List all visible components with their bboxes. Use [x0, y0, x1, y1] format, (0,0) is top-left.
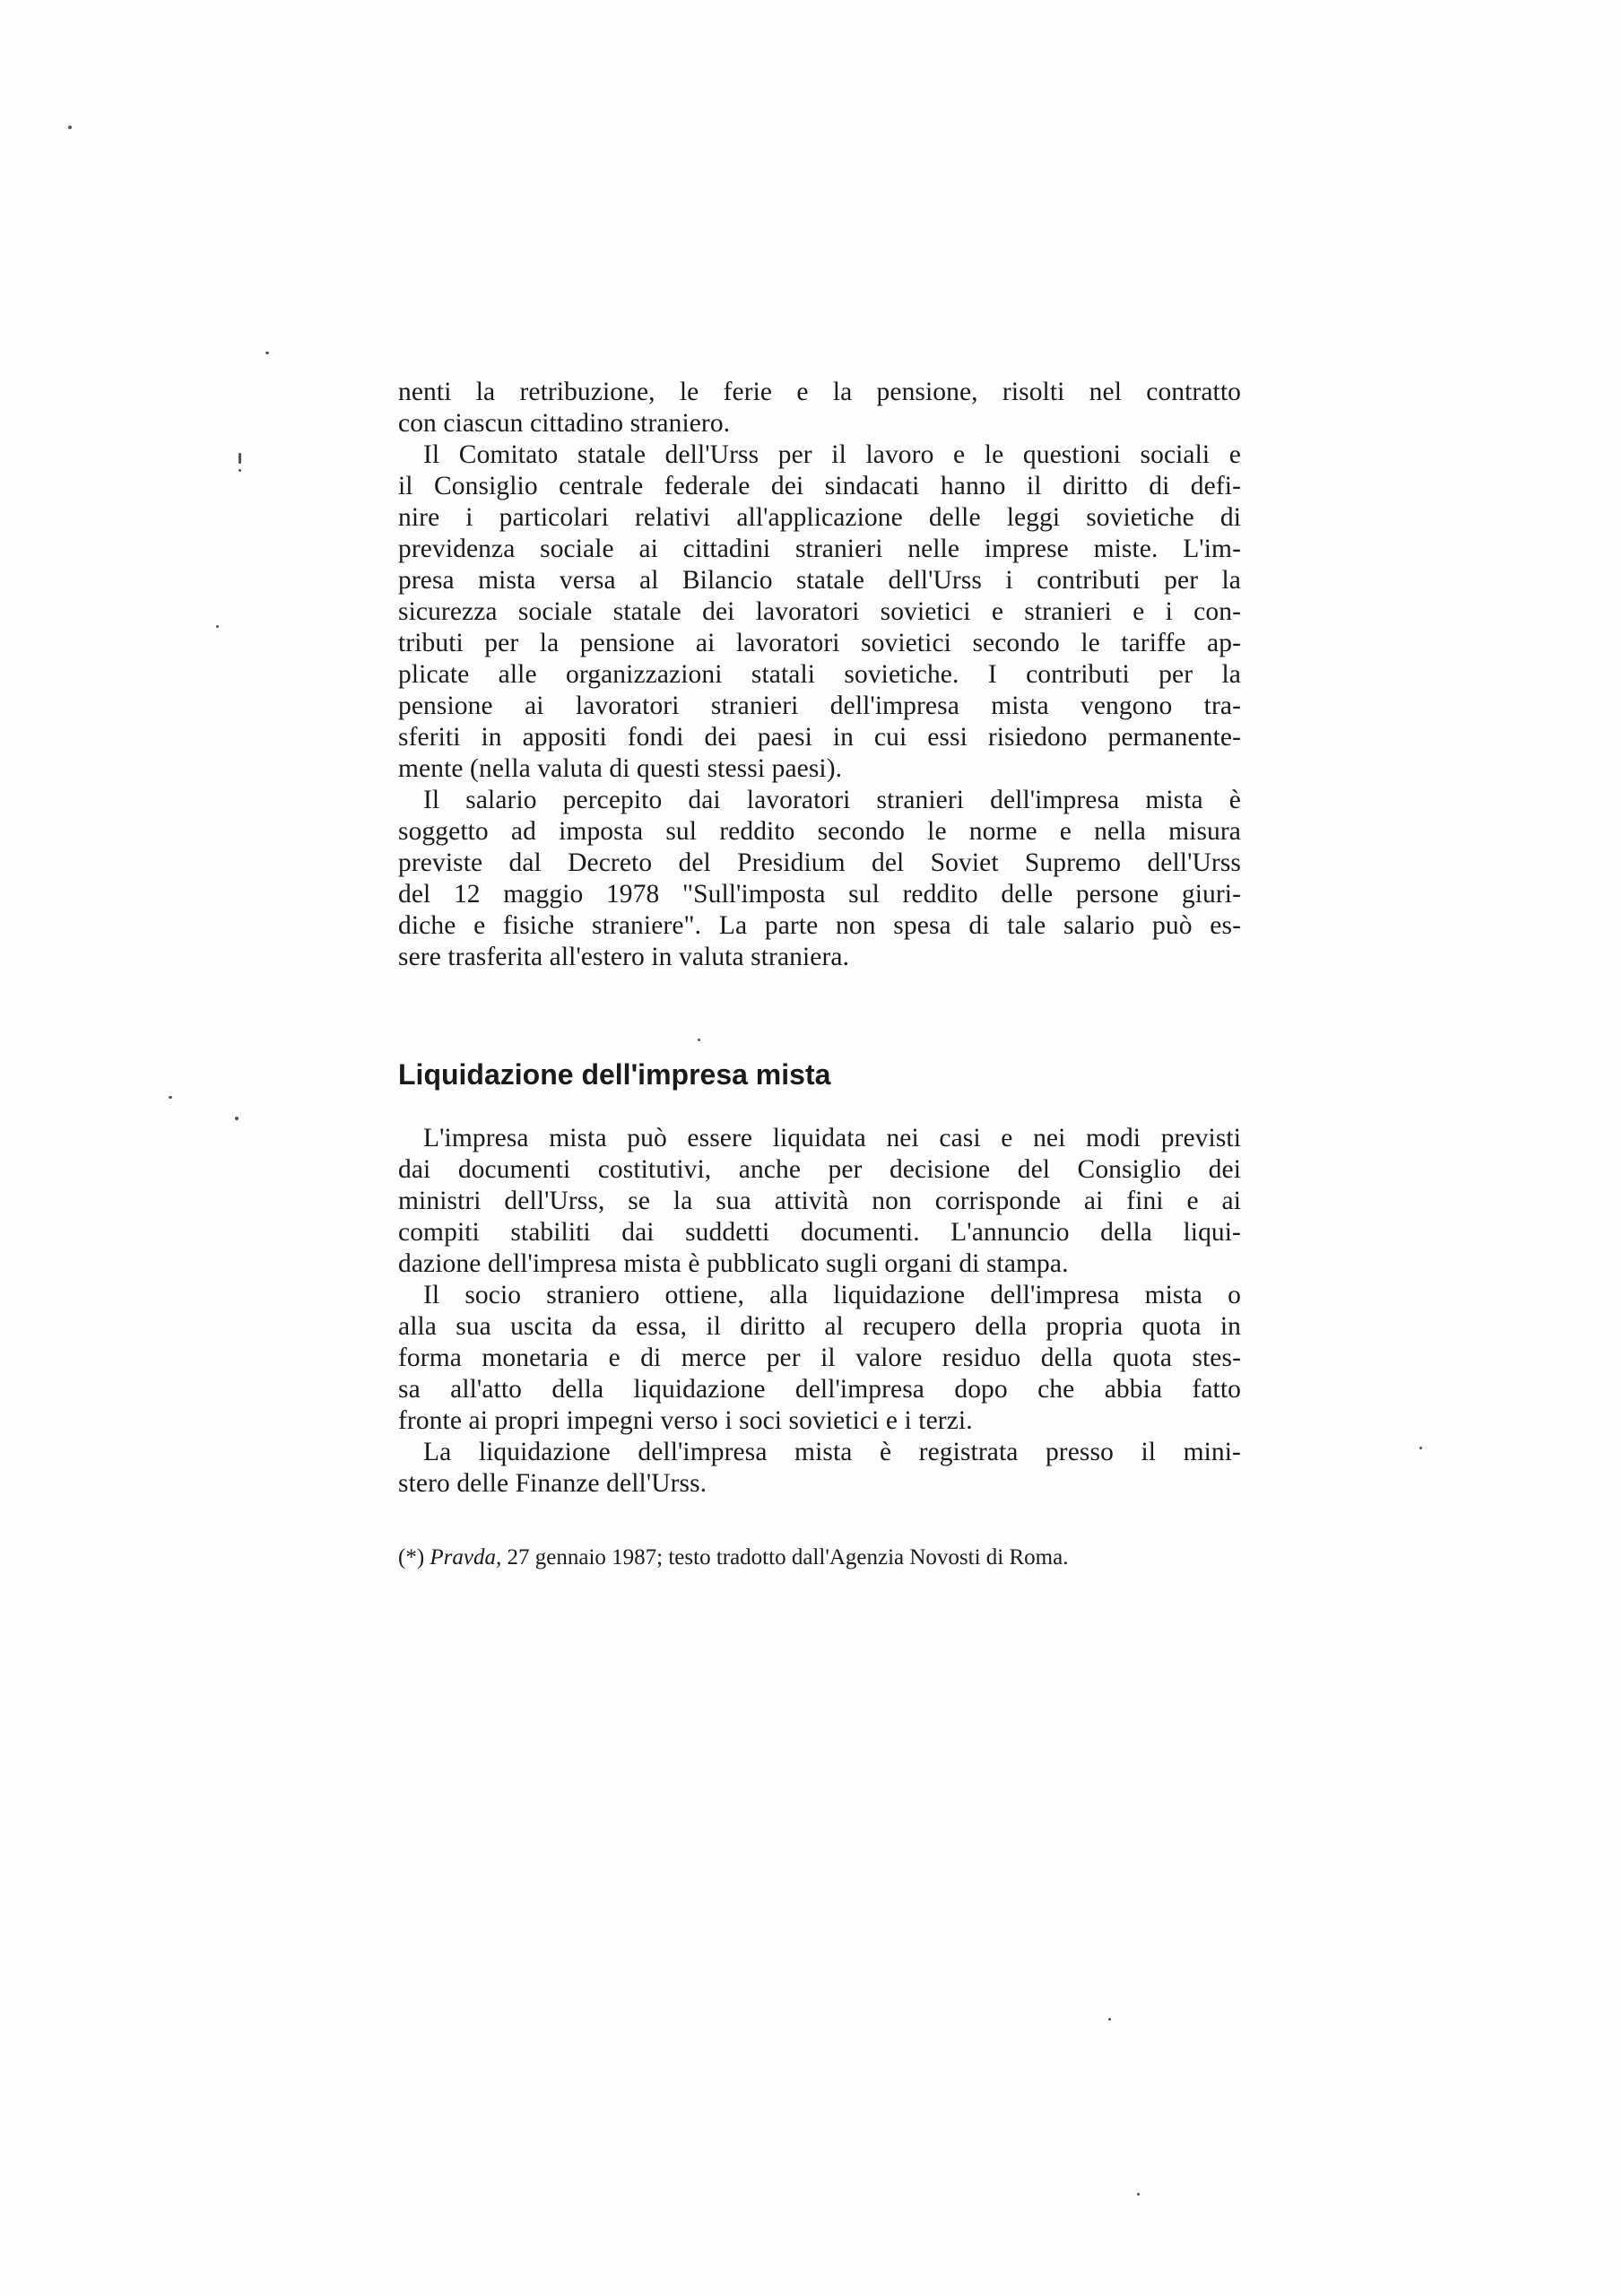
- scan-speck: [169, 1096, 172, 1099]
- text-line: forma monetaria e di merce per il valore residuo della quota stes-: [398, 1344, 1241, 1372]
- paragraph: [398, 1280, 1241, 1437]
- text-line: soggetto ad imposta sul reddito secondo le norme e nella misura: [398, 817, 1241, 846]
- scan-speck: [265, 352, 269, 354]
- text-line: stero delle Finanze dell'Urss.: [398, 1469, 707, 1498]
- paragraph-continued: [398, 377, 1241, 439]
- text-line: alla sua uscita da essa, il diritto al recupero della propria quota in: [398, 1312, 1241, 1341]
- scan-speck: [1108, 2018, 1111, 2021]
- scan-speck: [239, 453, 241, 464]
- text-line: dai documenti costitutivi, anche per decisione del Consiglio dei: [398, 1155, 1241, 1184]
- scan-speck: [1419, 1447, 1422, 1449]
- text-line: Il socio straniero ottiene, alla liquidazione dell'impresa mista o: [423, 1281, 1241, 1309]
- text-line: previste dal Decreto del Presidium del Soviet Supremo dell'Urss: [398, 848, 1241, 877]
- paragraph: [398, 439, 1241, 785]
- scan-speck: [239, 469, 241, 472]
- text-line: sa all'atto della liquidazione dell'impresa dopo che abbia fatto: [398, 1375, 1241, 1404]
- text-line: del 12 maggio 1978 "Sull'imposta sul reddito delle persone giuri-: [398, 880, 1241, 909]
- text-line: compiti stabiliti dai suddetti documenti. L'annuncio della liqui-: [398, 1218, 1241, 1247]
- text-line: ministri dell'Urss, se la sua attività non corrisponde ai fini e ai: [398, 1187, 1241, 1215]
- text-line: Il Comitato statale dell'Urss per il lavoro e le questioni sociali e: [423, 440, 1241, 469]
- scan-speck: [1137, 2193, 1140, 2196]
- scan-speck: [235, 1117, 239, 1120]
- text-line: nenti la retribuzione, le ferie e la pensione, risolti nel contratto: [398, 378, 1241, 406]
- footnote-text: 27 gennaio 1987; testo tradotto dall'Agenzia Novosti di Roma.: [507, 1545, 1069, 1570]
- text-line: previdenza sociale ai cittadini stranieri nelle imprese miste. L'im-: [398, 535, 1241, 563]
- text-line: sicurezza sociale statale dei lavoratori sovietici e stranieri e i con-: [398, 597, 1241, 626]
- text-line: fronte ai propri impegni verso i soci sovietici e i terzi.: [398, 1406, 973, 1435]
- scan-speck: [698, 1039, 700, 1041]
- section-heading: Liquidazione dell'impresa mista: [398, 1058, 831, 1091]
- paragraph: [398, 1123, 1241, 1280]
- scan-speck: [216, 625, 219, 628]
- text-line: La liquidazione dell'impresa mista è registrata presso il mini-: [423, 1438, 1241, 1466]
- text-line: plicate alle organizzazioni statali sovietiche. I contributi per la: [398, 660, 1241, 689]
- footnote: [398, 1543, 1241, 1573]
- body-text-top: [398, 377, 1241, 973]
- paragraph: [398, 785, 1241, 973]
- text-line: L'impresa mista può essere liquidata nei casi e nei modi previsti: [423, 1124, 1241, 1152]
- text-line: con ciascun cittadino straniero.: [398, 409, 731, 438]
- footnote-marker: (*): [398, 1545, 425, 1570]
- text-line: mente (nella valuta di questi stessi paesi).: [398, 754, 843, 783]
- text-line: presa mista versa al Bilancio statale dell'Urss i contributi per la: [398, 566, 1241, 595]
- paragraph: [398, 1437, 1241, 1500]
- text-line: il Consiglio centrale federale dei sindacati hanno il diritto di defi-: [398, 472, 1241, 500]
- text-line: diche e fisiche straniere". La parte non spesa di tale salario può es-: [398, 911, 1241, 940]
- text-line: pensione ai lavoratori stranieri dell'impresa mista vengono tra-: [398, 691, 1241, 720]
- footnote-source: Pravda,: [430, 1545, 502, 1570]
- text-line: tributi per la pensione ai lavoratori sovietici secondo le tariffe ap-: [398, 629, 1241, 657]
- text-line: nire i particolari relativi all'applicazione delle leggi sovietiche di: [398, 503, 1241, 532]
- text-line: sferiti in appositi fondi dei paesi in cui essi risiedono permanente-: [398, 723, 1241, 752]
- text-line: Il salario percepito dai lavoratori stranieri dell'impresa mista è: [423, 786, 1241, 814]
- scan-speck: [68, 126, 72, 129]
- text-line: sere trasferita all'estero in valuta straniera.: [398, 943, 850, 971]
- text-line: dazione dell'impresa mista è pubblicato sugli organi di stampa.: [398, 1249, 1069, 1278]
- body-text-bottom: [398, 1123, 1241, 1500]
